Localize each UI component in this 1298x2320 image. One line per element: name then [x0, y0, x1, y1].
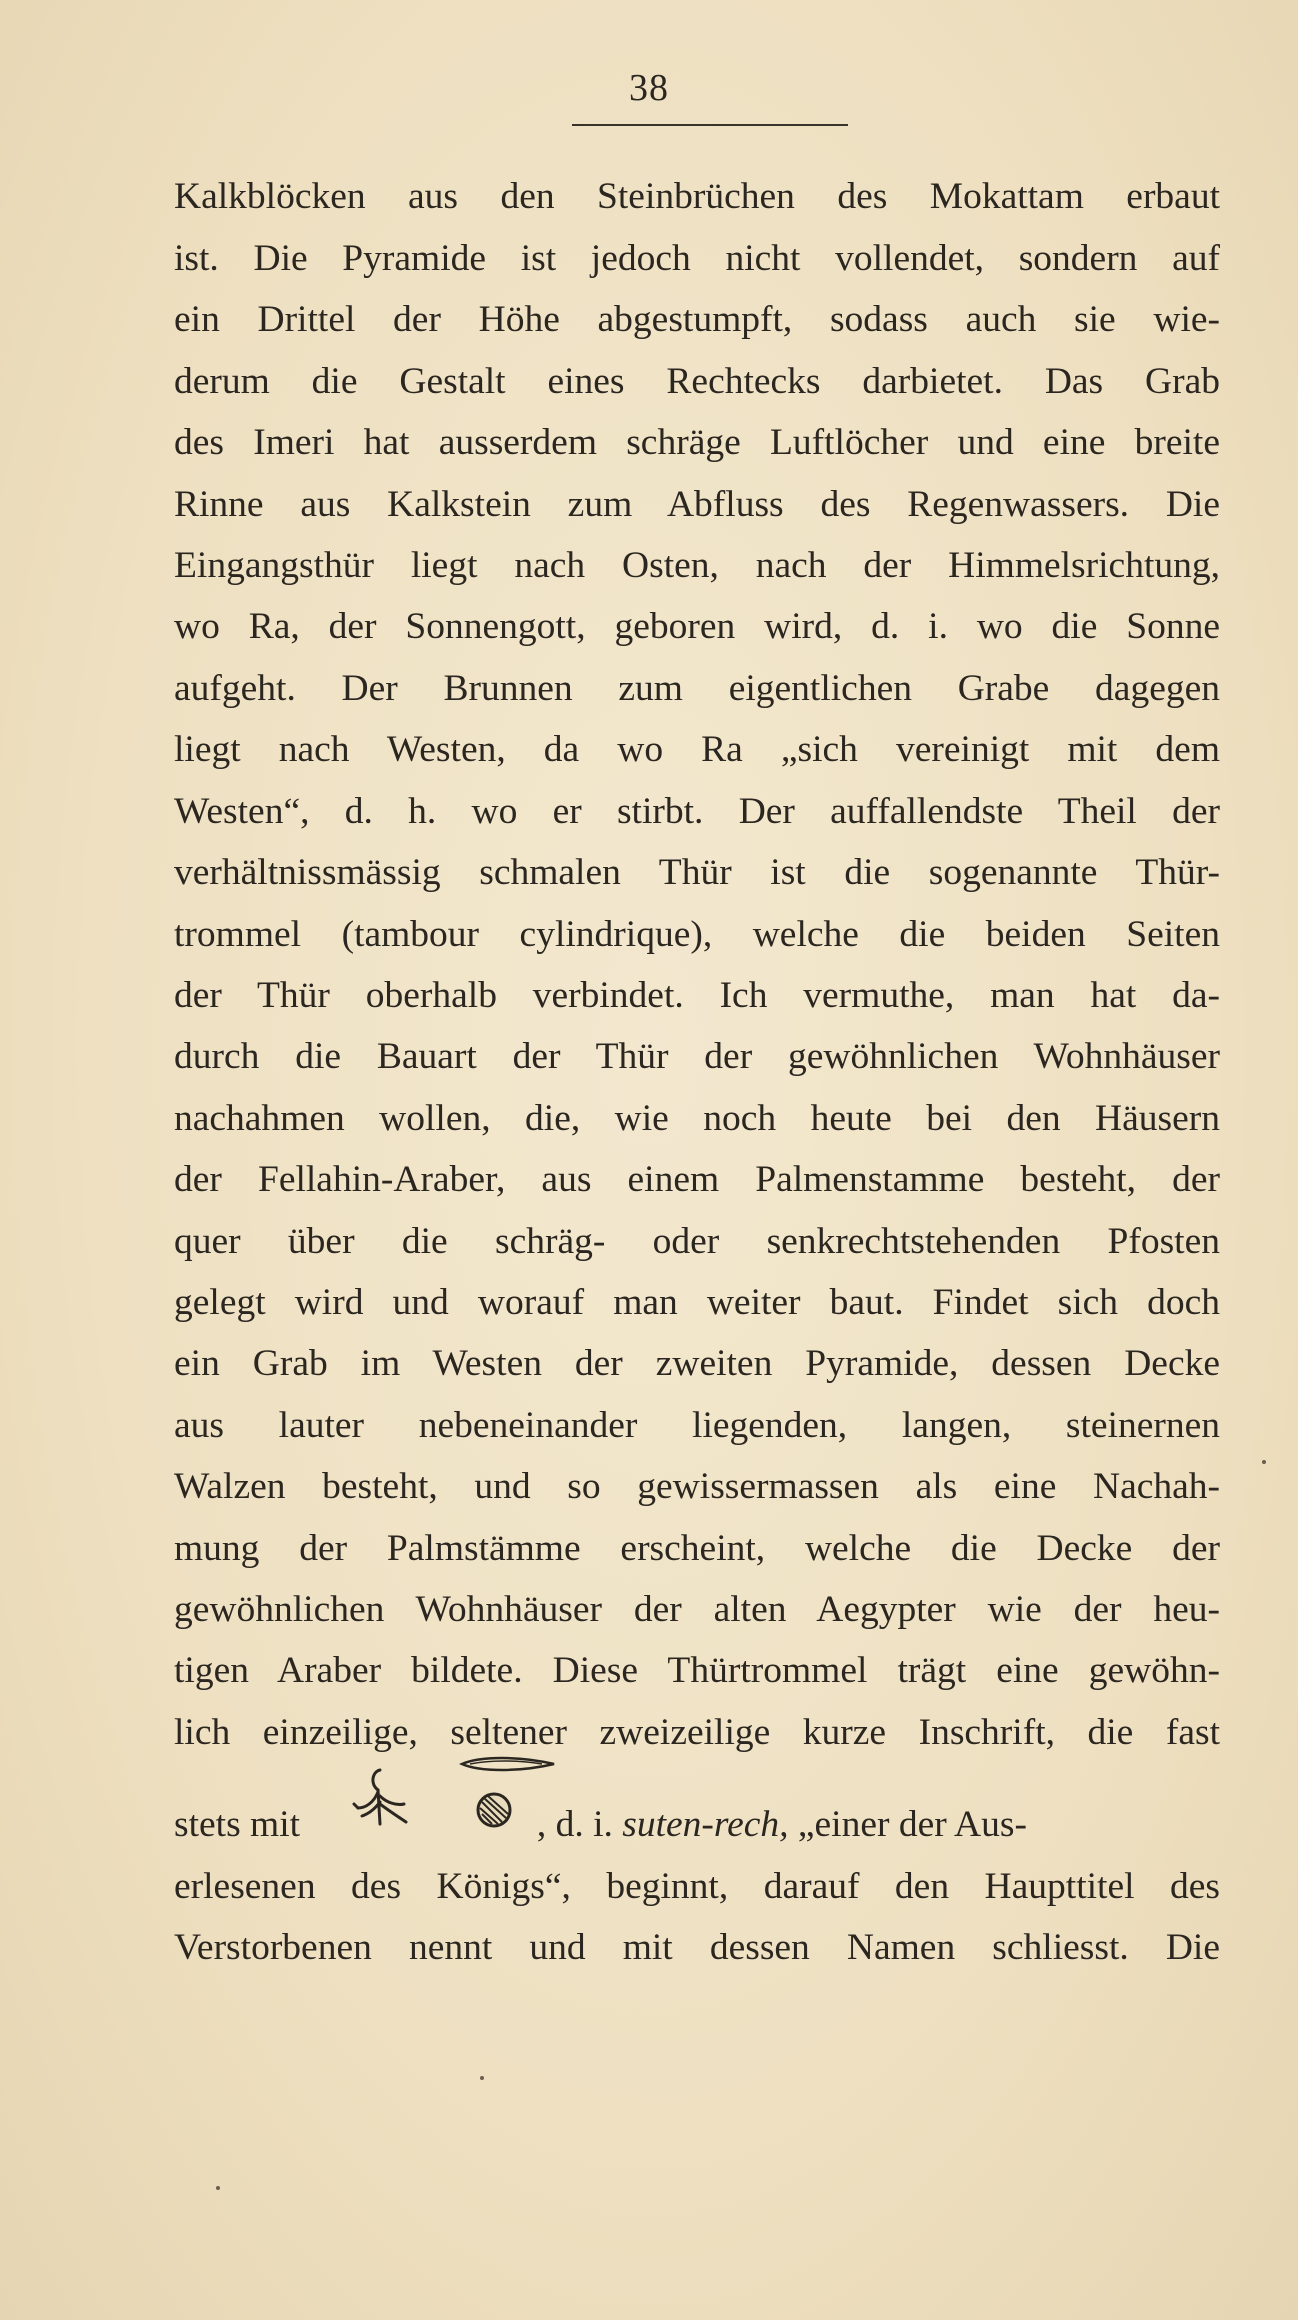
- text-line: Walzen besteht, und so gewissermassen als eine Nachah-: [174, 1466, 1220, 1507]
- sedge-plant-hieroglyph-icon: [354, 1770, 406, 1824]
- hatched-circle-hieroglyph-icon: [478, 1794, 510, 1826]
- hieroglyph-line-prefix: , d. i.: [536, 1804, 613, 1845]
- text-line: liegt nach Westen, da wo Ra „sich vereinigt mit dem: [174, 729, 1220, 770]
- text-line: ist. Die Pyramide ist jedoch nicht vollendet, sondern auf: [174, 238, 1220, 279]
- text-line: des Imeri hat ausserdem schräge Luftlöcher und eine breite: [174, 422, 1220, 463]
- hieroglyph-line-before: stets mit: [174, 1804, 301, 1845]
- bread-loaf-hieroglyph-icon: [462, 1758, 554, 1770]
- hieroglyph-text-line: [174, 1806, 1220, 1844]
- hieroglyph-line-italic-term: suten-rech,: [622, 1804, 789, 1845]
- text-line: aus lauter nebeneinander liegenden, langen, steinernen: [174, 1405, 1220, 1446]
- text-line: tigen Araber bildete. Diese Thürtrommel trägt eine gewöhn-: [174, 1650, 1220, 1691]
- text-line: Rinne aus Kalkstein zum Abfluss des Regenwassers. Die: [174, 484, 1220, 525]
- text-line: quer über die schräg- oder senkrechtstehenden Pfosten: [174, 1221, 1220, 1262]
- text-line: gelegt wird und worauf man weiter baut. Findet sich doch: [174, 1282, 1220, 1323]
- text-line: durch die Bauart der Thür der gewöhnlichen Wohnhäuser: [174, 1036, 1220, 1077]
- hieroglyph-line-suffix: „einer der Aus-: [797, 1804, 1027, 1845]
- text-line: ein Drittel der Höhe abgestumpft, sodass auch sie wie-: [174, 299, 1220, 340]
- text-line: der Thür oberhalb verbindet. Ich vermuthe, man hat da-: [174, 975, 1220, 1016]
- text-line: Westen“, d. h. wo er stirbt. Der auffallendste Theil der: [174, 791, 1220, 832]
- text-line: erlesenen des Königs“, beginnt, darauf den Haupttitel des: [174, 1866, 1220, 1907]
- text-line: Eingangsthür liegt nach Osten, nach der Himmelsrichtung,: [174, 545, 1220, 586]
- text-line: derum die Gestalt eines Rechtecks darbietet. Das Grab: [174, 361, 1220, 402]
- text-line: trommel (tambour cylindrique), welche die beiden Seiten: [174, 914, 1220, 955]
- text-line: nachahmen wollen, die, wie noch heute bei den Häusern: [174, 1098, 1220, 1139]
- text-line: aufgeht. Der Brunnen zum eigentlichen Grabe dagegen: [174, 668, 1220, 709]
- text-line: der Fellahin-Araber, aus einem Palmenstamme besteht, der: [174, 1159, 1220, 1200]
- text-line: Verstorbenen nennt und mit dessen Namen schliesst. Die: [174, 1927, 1220, 1968]
- text-line: wo Ra, der Sonnengott, geboren wird, d. i. wo die Sonne: [174, 606, 1220, 647]
- hieroglyph-group: [350, 1752, 580, 1842]
- header-rule: [572, 124, 848, 126]
- text-line: ein Grab im Westen der zweiten Pyramide, dessen Decke: [174, 1343, 1220, 1384]
- text-line: lich einzeilige, seltener zweizeilige kurze Inschrift, die fast: [174, 1712, 1220, 1753]
- text-line: Kalkblöcken aus den Steinbrüchen des Mokattam erbaut: [174, 176, 1220, 217]
- text-line: verhältnissmässig schmalen Thür ist die sogenannte Thür-: [174, 852, 1220, 893]
- paper-speck: [1262, 1460, 1266, 1464]
- page-number: 38: [629, 67, 669, 109]
- paper-speck: [480, 2076, 484, 2080]
- text-line: mung der Palmstämme erscheint, welche die Decke der: [174, 1528, 1220, 1569]
- text-line: gewöhnlichen Wohnhäuser der alten Aegypter wie der heu-: [174, 1589, 1220, 1630]
- paper-speck: [216, 2186, 220, 2190]
